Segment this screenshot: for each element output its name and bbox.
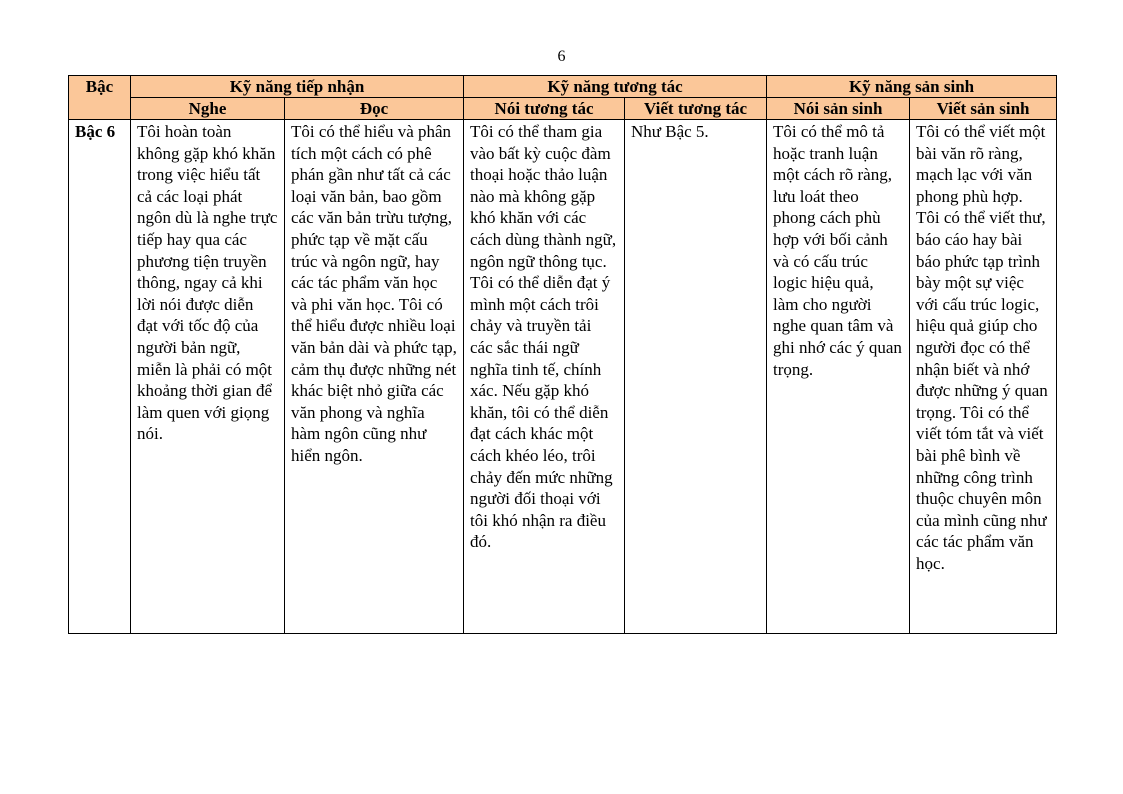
level-column-header: Bậc: [69, 76, 131, 120]
productive-skills-header: Kỹ năng sản sinh: [767, 76, 1057, 98]
reading-cell: Tôi có thể hiểu và phân tích một cách có phê phán gần như tất cả các loại văn bản, bao gồm các văn bản trừu tượng, phức tạp về mặt cấu trúc và ngôn ngữ, hay các tác phẩm văn học và phi văn học. Tôi có thể hiểu được nhiều loại văn bản dài và phức tạp, cảm thụ được những nét khác biệt nhỏ giữa các văn phong và nghĩa hàm ngôn cũng như hiển ngôn.: [285, 120, 464, 634]
listening-cell: Tôi hoàn toàn không gặp khó khăn trong việc hiểu tất cả các loại phát ngôn dù là nghe trực tiếp hay qua các phương tiện truyền thông, ngay cả khi lời nói được diễn đạt với tốc độ của người bản ngữ, miễn là phải có một khoảng thời gian để làm quen với giọng nói.: [131, 120, 285, 634]
reading-header: Đọc: [285, 98, 464, 120]
written-production-header: Viết sản sinh: [910, 98, 1057, 120]
spoken-production-header: Nói sản sinh: [767, 98, 910, 120]
spoken-interaction-header: Nói tương tác: [464, 98, 625, 120]
receptive-skills-header: Kỹ năng tiếp nhận: [131, 76, 464, 98]
spoken-interaction-cell: Tôi có thể tham gia vào bất kỳ cuộc đàm thoại hoặc thảo luận nào mà không gặp khó khăn với các cách dùng thành ngữ, ngôn ngữ thông tục. Tôi có thể diễn đạt ý mình một cách trôi chảy và truyền tải các sắc thái ngữ nghĩa tinh tế, chính xác. Nếu gặp khó khăn, tôi có thể diễn đạt cách khác một cách khéo léo, trôi chảy đến mức những người đối thoại với tôi khó nhận ra điều đó.: [464, 120, 625, 634]
written-interaction-header: Viết tương tác: [625, 98, 767, 120]
competency-table: [68, 75, 1057, 634]
interactive-skills-header: Kỹ năng tương tác: [464, 76, 767, 98]
written-production-cell: Tôi có thể viết một bài văn rõ ràng, mạch lạc với văn phong phù hợp. Tôi có thể viết thư, báo cáo hay bài báo phức tạp trình bày một sự việc với cấu trúc logic, hiệu quả giúp cho người đọc có thể nhận biết và nhớ được những ý quan trọng. Tôi có thể viết tóm tắt và viết bài phê bình về những công trình thuộc chuyên môn của mình cũng như các tác phẩm văn học.: [910, 120, 1057, 634]
level-cell: Bậc 6: [69, 120, 131, 634]
table-row: [69, 120, 1057, 634]
page-number: 6: [557, 48, 566, 65]
listening-header: Nghe: [131, 98, 285, 120]
spoken-production-cell: Tôi có thể mô tả hoặc tranh luận một cách rõ ràng, lưu loát theo phong cách phù hợp với bối cảnh và có cấu trúc logic hiệu quả, làm cho người nghe quan tâm và ghi nhớ các ý quan trọng.: [767, 120, 910, 634]
group-header-row: [69, 76, 1057, 98]
sub-header-row: [69, 98, 1057, 120]
written-interaction-cell: Như Bậc 5.: [625, 120, 767, 634]
